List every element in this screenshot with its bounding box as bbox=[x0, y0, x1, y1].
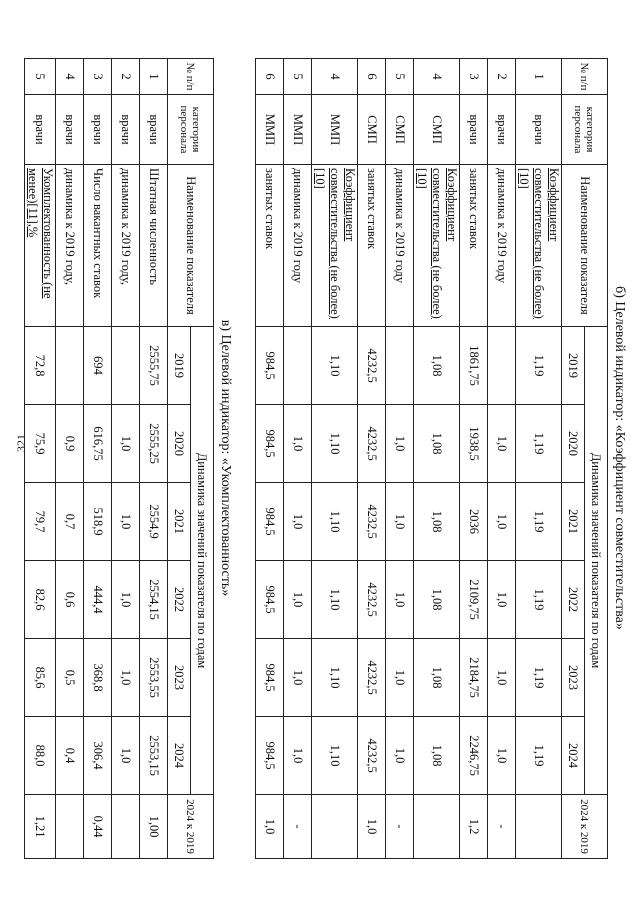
row-number: 4 bbox=[414, 59, 460, 95]
row-category: ММП bbox=[256, 95, 284, 165]
row-value: 1,19 bbox=[516, 561, 562, 639]
row-value: 1,0 bbox=[284, 483, 312, 561]
row-value: 1,08 bbox=[414, 561, 460, 639]
row-value: 4232,5 bbox=[358, 561, 386, 639]
row-value: 85,6 bbox=[25, 639, 56, 717]
row-value: 1,19 bbox=[516, 717, 562, 795]
row-category: врачи bbox=[140, 95, 168, 165]
row-value: 984,5 bbox=[256, 405, 284, 483]
row-indicator-name: динамика к 2019 году, bbox=[56, 165, 84, 327]
row-value: 0,7 bbox=[56, 483, 84, 561]
row-value: 1861,75 bbox=[460, 327, 488, 405]
row-ratio bbox=[516, 795, 562, 859]
row-value: 2184,75 bbox=[460, 639, 488, 717]
row-value: 1,0 bbox=[488, 717, 516, 795]
row-category: врачи bbox=[84, 95, 112, 165]
table-row bbox=[284, 59, 312, 859]
row-indicator-name: динамика к 2019 году bbox=[386, 165, 414, 327]
row-value: 306,4 bbox=[84, 717, 112, 795]
header-indicator-name: Наименование показателя bbox=[168, 165, 214, 327]
row-indicator-name: Штатная численность bbox=[140, 165, 168, 327]
header-ratio: 2024 к 2019 bbox=[168, 795, 214, 859]
row-value: 444,4 bbox=[84, 561, 112, 639]
row-value: 1,08 bbox=[414, 327, 460, 405]
header-category: категория персонала bbox=[168, 95, 214, 165]
row-category: врачи bbox=[25, 95, 56, 165]
row-value: 984,5 bbox=[256, 561, 284, 639]
row-ratio: 0,44 bbox=[84, 795, 112, 859]
row-ratio: - bbox=[386, 795, 414, 859]
header-indicator-name: Наименование показателя bbox=[562, 165, 608, 327]
row-value: 1,08 bbox=[414, 405, 460, 483]
row-category: СМП bbox=[358, 95, 386, 165]
row-ratio: - bbox=[284, 795, 312, 859]
row-value: 79,7 bbox=[25, 483, 56, 561]
row-value: 984,5 bbox=[256, 483, 284, 561]
row-value: 2554,9 bbox=[140, 483, 168, 561]
row-value: 984,5 bbox=[256, 717, 284, 795]
row-category: ММП bbox=[284, 95, 312, 165]
row-value: 1,0 bbox=[488, 405, 516, 483]
row-number: 5 bbox=[284, 59, 312, 95]
row-indicator-name: Число вакантных ставок bbox=[84, 165, 112, 327]
row-value: 0,9 bbox=[56, 405, 84, 483]
row-value: 1,0 bbox=[488, 483, 516, 561]
row-value: 72,8 bbox=[25, 327, 56, 405]
row-category: СМП bbox=[414, 95, 460, 165]
row-ratio: - bbox=[488, 795, 516, 859]
header-year: 2023 bbox=[168, 639, 191, 717]
row-category: врачи bbox=[112, 95, 140, 165]
row-value: 2246,75 bbox=[460, 717, 488, 795]
row-ratio: 1,21 bbox=[25, 795, 56, 859]
table-b-block bbox=[255, 58, 628, 858]
row-category: ММП bbox=[312, 95, 358, 165]
row-value: 1,10 bbox=[312, 561, 358, 639]
row-indicator-name: Укомплектованность (не менее)[11],% bbox=[25, 165, 56, 327]
header-dynamics: Динамика значений показателя по годам bbox=[191, 327, 214, 795]
row-value: 1,0 bbox=[284, 405, 312, 483]
table-row bbox=[84, 59, 112, 859]
row-value: 1,0 bbox=[386, 639, 414, 717]
row-indicator-name: Коэффициент совместительства (не более) [10] bbox=[414, 165, 460, 327]
row-category: врачи bbox=[460, 95, 488, 165]
header-ratio: 2024 к 2019 bbox=[562, 795, 608, 859]
row-value: 1,0 bbox=[488, 561, 516, 639]
row-value: 1,10 bbox=[312, 639, 358, 717]
table-row bbox=[414, 59, 460, 859]
row-number: 3 bbox=[84, 59, 112, 95]
table-v bbox=[24, 58, 214, 859]
table-row bbox=[140, 59, 168, 859]
header-num: № п/п bbox=[168, 59, 214, 95]
header-year: 2024 bbox=[168, 717, 191, 795]
row-number: 1 bbox=[140, 59, 168, 95]
row-value: 2555,75 bbox=[140, 327, 168, 405]
header-year: 2020 bbox=[562, 405, 585, 483]
row-indicator-name: занятых ставок bbox=[358, 165, 386, 327]
table-row bbox=[386, 59, 414, 859]
row-ratio bbox=[112, 795, 140, 859]
row-value: 1,19 bbox=[516, 639, 562, 717]
table-row bbox=[56, 59, 84, 859]
row-ratio bbox=[56, 795, 84, 859]
row-value: 1,08 bbox=[414, 483, 460, 561]
row-value: 1,0 bbox=[112, 483, 140, 561]
header-year: 2021 bbox=[168, 483, 191, 561]
table-row bbox=[488, 59, 516, 859]
row-value: 1,0 bbox=[112, 717, 140, 795]
row-value bbox=[284, 327, 312, 405]
table-b-body bbox=[256, 59, 562, 859]
row-category: врачи bbox=[516, 95, 562, 165]
table-v-body bbox=[25, 59, 168, 859]
row-value: 82,6 bbox=[25, 561, 56, 639]
row-value: 1,0 bbox=[284, 717, 312, 795]
row-value: 4232,5 bbox=[358, 405, 386, 483]
table-row bbox=[516, 59, 562, 859]
row-value: 1,0 bbox=[284, 561, 312, 639]
row-ratio: 1,00 bbox=[140, 795, 168, 859]
row-value: 75,9 bbox=[25, 405, 56, 483]
row-value: 4232,5 bbox=[358, 327, 386, 405]
row-value: 1,08 bbox=[414, 639, 460, 717]
row-ratio: 1,2 bbox=[460, 795, 488, 859]
row-value: 984,5 bbox=[256, 327, 284, 405]
row-value: 4232,5 bbox=[358, 639, 386, 717]
row-value: 4232,5 bbox=[358, 717, 386, 795]
row-value: 4232,5 bbox=[358, 483, 386, 561]
table-row bbox=[112, 59, 140, 859]
row-value: 1,0 bbox=[386, 483, 414, 561]
row-category: врачи bbox=[488, 95, 516, 165]
row-value: 1,10 bbox=[312, 483, 358, 561]
row-value: 984,5 bbox=[256, 639, 284, 717]
row-value bbox=[56, 327, 84, 405]
row-indicator-name: занятых ставок bbox=[256, 165, 284, 327]
table-row bbox=[256, 59, 284, 859]
row-value: 2553,15 bbox=[140, 717, 168, 795]
header-year: 2019 bbox=[168, 327, 191, 405]
row-value bbox=[488, 327, 516, 405]
row-number: 6 bbox=[358, 59, 386, 95]
row-value: 1,19 bbox=[516, 405, 562, 483]
table-v-block bbox=[24, 58, 234, 858]
header-year: 2022 bbox=[168, 561, 191, 639]
row-value: 616,75 bbox=[84, 405, 112, 483]
row-value: 1,0 bbox=[112, 405, 140, 483]
row-number: 3 bbox=[460, 59, 488, 95]
row-value: 2554,15 bbox=[140, 561, 168, 639]
header-year: 2021 bbox=[562, 483, 585, 561]
row-value: 368,8 bbox=[84, 639, 112, 717]
row-value: 1,10 bbox=[312, 405, 358, 483]
row-number: 4 bbox=[312, 59, 358, 95]
row-number: 6 bbox=[256, 59, 284, 95]
header-year: 2020 bbox=[168, 405, 191, 483]
row-value: 1,10 bbox=[312, 717, 358, 795]
row-value: 2555,25 bbox=[140, 405, 168, 483]
row-value: 2553,55 bbox=[140, 639, 168, 717]
table-row bbox=[358, 59, 386, 859]
table-b bbox=[255, 58, 608, 859]
row-value: 1,19 bbox=[516, 483, 562, 561]
row-value: 0,6 bbox=[56, 561, 84, 639]
table-row bbox=[25, 59, 56, 859]
header-year: 2023 bbox=[562, 639, 585, 717]
row-ratio bbox=[414, 795, 460, 859]
row-category: СМП bbox=[386, 95, 414, 165]
row-value: 2109,75 bbox=[460, 561, 488, 639]
header-dynamics: Динамика значений показателя по годам bbox=[585, 327, 608, 795]
row-value: 88,0 bbox=[25, 717, 56, 795]
row-value: 0,5 bbox=[56, 639, 84, 717]
row-value: 1,0 bbox=[112, 561, 140, 639]
row-value: 1,19 bbox=[516, 327, 562, 405]
row-value: 1,10 bbox=[312, 327, 358, 405]
row-number: 2 bbox=[488, 59, 516, 95]
row-value: 518,9 bbox=[84, 483, 112, 561]
row-indicator-name: динамика к 2019 году, bbox=[112, 165, 140, 327]
row-number: 5 bbox=[25, 59, 56, 95]
row-value: 1,0 bbox=[386, 405, 414, 483]
header-category: категория персонала bbox=[562, 95, 608, 165]
row-indicator-name: динамика к 2019 году bbox=[488, 165, 516, 327]
row-value: 1,0 bbox=[112, 639, 140, 717]
row-indicator-name: занятых ставок bbox=[460, 165, 488, 327]
header-year: 2022 bbox=[562, 561, 585, 639]
header-num: № п/п bbox=[562, 59, 608, 95]
row-ratio: 1,0 bbox=[358, 795, 386, 859]
row-value bbox=[112, 327, 140, 405]
row-number: 5 bbox=[386, 59, 414, 95]
row-value: 2036 bbox=[460, 483, 488, 561]
row-value: 1938,5 bbox=[460, 405, 488, 483]
row-ratio bbox=[312, 795, 358, 859]
row-ratio: 1,0 bbox=[256, 795, 284, 859]
row-indicator-name: динамика к 2019 году bbox=[284, 165, 312, 327]
row-indicator-name: Коэффициент совместительства (не более) [10] bbox=[312, 165, 358, 327]
row-value: 694 bbox=[84, 327, 112, 405]
row-category: врачи bbox=[56, 95, 84, 165]
row-indicator-name: Коэффициент совместительства (не более) [10] bbox=[516, 165, 562, 327]
row-value bbox=[386, 327, 414, 405]
row-value: 1,0 bbox=[386, 717, 414, 795]
header-year: 2024 bbox=[562, 717, 585, 795]
row-number: 1 bbox=[516, 59, 562, 95]
page-number: 321 bbox=[14, 434, 28, 452]
table-v-caption: в) Целевой индикатор: «Укомплектованность» bbox=[218, 319, 233, 597]
row-value: 1,08 bbox=[414, 717, 460, 795]
row-value: 1,0 bbox=[284, 639, 312, 717]
row-number: 4 bbox=[56, 59, 84, 95]
row-value: 1,0 bbox=[488, 639, 516, 717]
row-value: 0,4 bbox=[56, 717, 84, 795]
row-number: 2 bbox=[112, 59, 140, 95]
table-row bbox=[312, 59, 358, 859]
table-row bbox=[460, 59, 488, 859]
header-year: 2019 bbox=[562, 327, 585, 405]
row-value: 1,0 bbox=[386, 561, 414, 639]
table-b-caption: б) Целевой индикатор: «Коэффициент совместительства» bbox=[612, 286, 627, 630]
